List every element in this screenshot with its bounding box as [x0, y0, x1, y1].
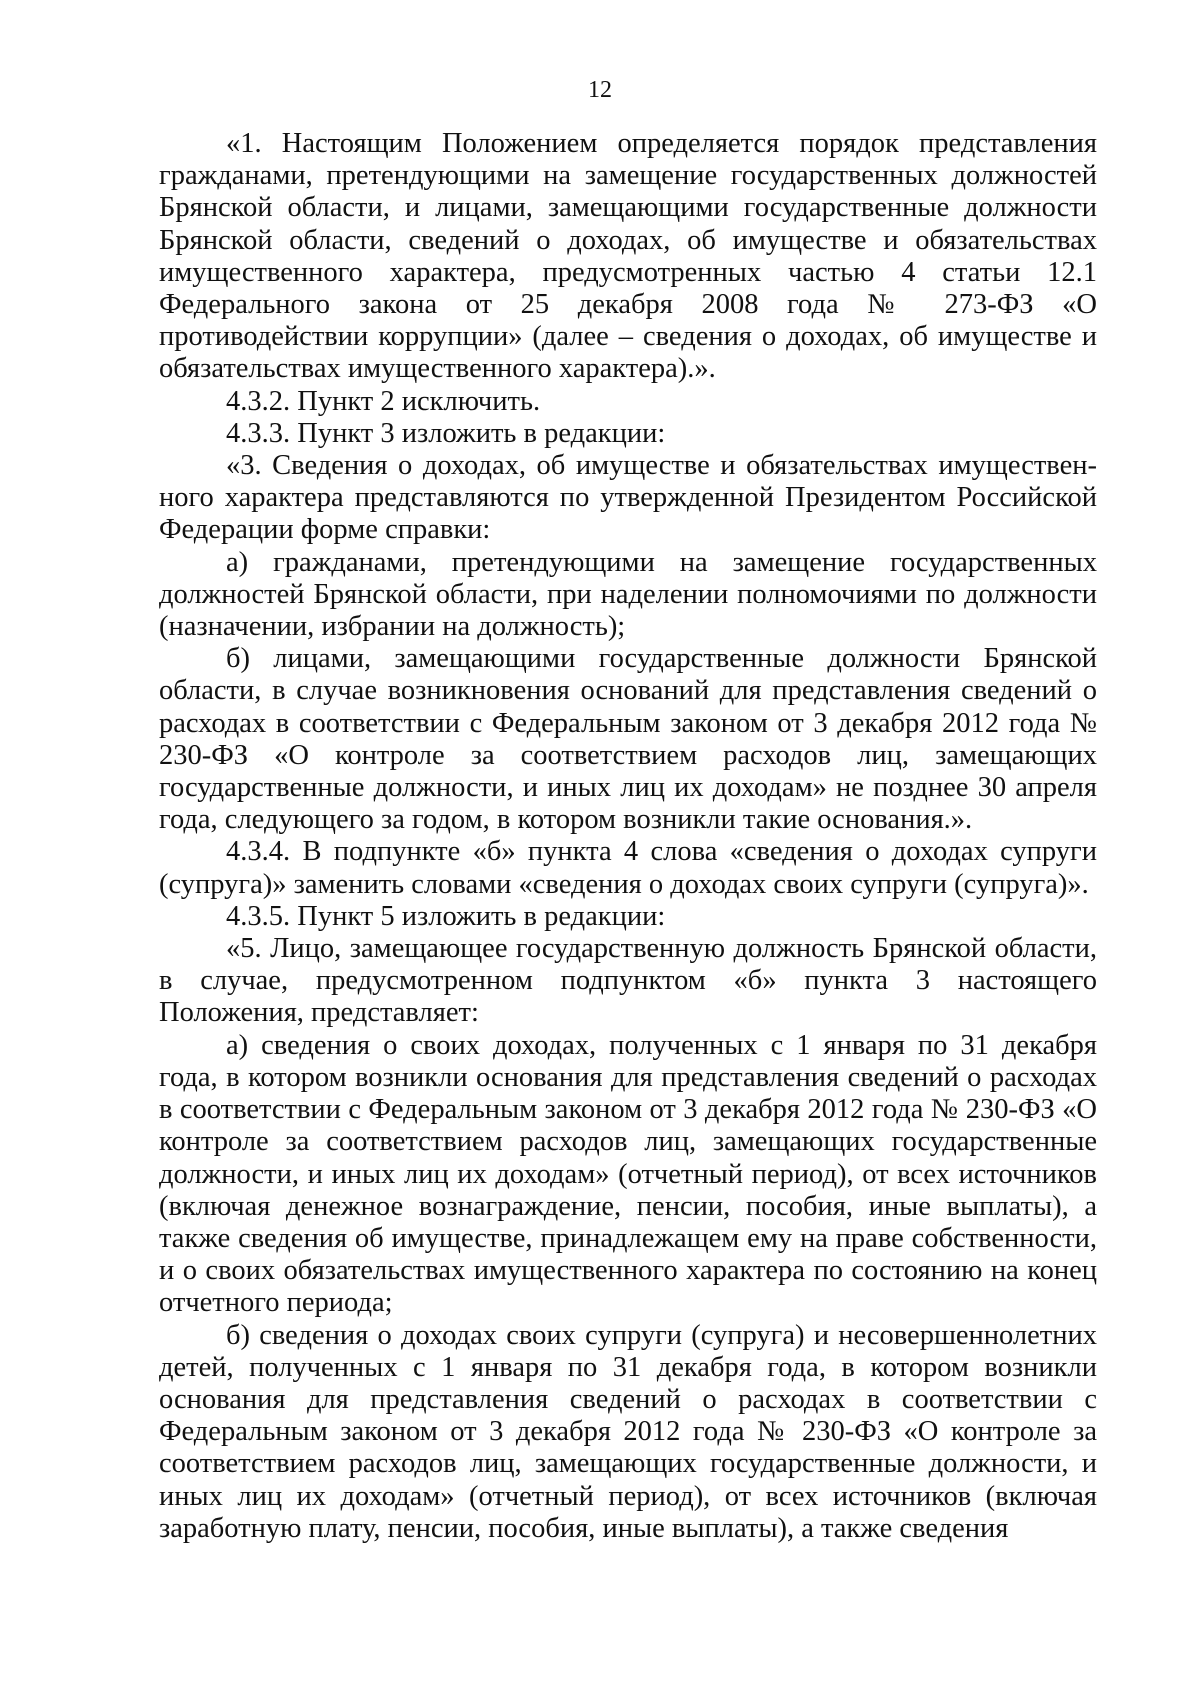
paragraph-4-3-2: 4.3.2. Пункт 2 исключить.: [226, 385, 541, 417]
paragraph-4-3-3: 4.3.3. Пункт 3 изложить в редакции:: [226, 417, 666, 449]
paragraph-item-3: «3. Сведения о доходах, об имуществе и обязательствах имущественного характера представляются по утвержденной Президентом Российской Федерации форме справки:: [159, 450, 1097, 546]
paragraph-item-1: «1. Настоящим Положением определяется порядок представления гражданами, претендующими на замещение государственных должностей Брянской области, и лицами, замещающими государственные должности Брянской области, сведений о доходах, об имуществе и обязательствах имущественного характера, предусмотренных частью 4 статьи 12.1 Федерального закона от 25 декабря 2008 года № 273-ФЗ «О противодействии коррупции» (далее – сведения о доходах, об имуществе и обязательствах имущественного характера).».: [159, 128, 1097, 385]
paragraph-item-5: «5. Лицо, замещающее государственную должность Брянской области, в случае, предусмотренном подпунктом «б» пункта 3 настоящего Положения, представляет:: [159, 933, 1097, 1029]
paragraph-item-3-a: а) гражданами, претендующими на замещение государственных должностей Брянской области, при наделении полномочиями по должности (назначении, избрании на должность);: [159, 546, 1097, 643]
paragraph-4-3-4: 4.3.4. В подпункте «б» пункта 4 слова «сведения о доходах супруги (супруга)» заменить словами «сведения о доходах своих супруги (супруга)».: [159, 836, 1097, 900]
paragraph-item-3-b: б) лицами, замещающими государственные должности Брянской области, в случае возникновения оснований для представления сведений о расходах в соответствии с Федеральным законом от 3 декабря 2012 года № 230-ФЗ «О контроле за соответствием расходов лиц, замещающих государственные должности, и иных лиц их доходам» не позднее 30 апреля года, следующего за годом, в котором возникли такие основания.».: [159, 643, 1097, 836]
page-number: 12: [588, 77, 612, 103]
document-body: [159, 128, 1097, 1545]
paragraph-item-5-a: а) сведения о своих доходах, полученных с 1 января по 31 декабря года, в котором возникли основания для представления сведений о расходах в соответствии с Федеральным законом от 3 декабря 2012 года № 230-ФЗ «О контроле за соответствием расходов лиц, замещающих государственные должности, и иных лиц их доходам» (отчетный период), от всех источников (включая денежное вознаграждение, пенсии, пособия, иные выплаты), а также сведения об имуществе, принадлежащем ему на праве собственности, и о своих обязательствах имущественного характера по состоянию на конец отчетного периода;: [159, 1029, 1097, 1319]
paragraph-item-5-b: б) сведения о доходах своих супруги (супруга) и несовершеннолетних детей, полученных с 1 января по 31 декабря года, в котором возникли основания для представления сведений о расходах в соответствии с Федеральным законом от 3 декабря 2012 года № 230-ФЗ «О контроле за соответствием расходов лиц, замещающих государственные должности, и иных лиц их доходам» (отчетный период), от всех источников (включая заработную плату, пенсии, пособия, иные выплаты), а также сведения: [159, 1319, 1097, 1544]
paragraph-4-3-5: 4.3.5. Пункт 5 изложить в редакции:: [226, 900, 666, 932]
